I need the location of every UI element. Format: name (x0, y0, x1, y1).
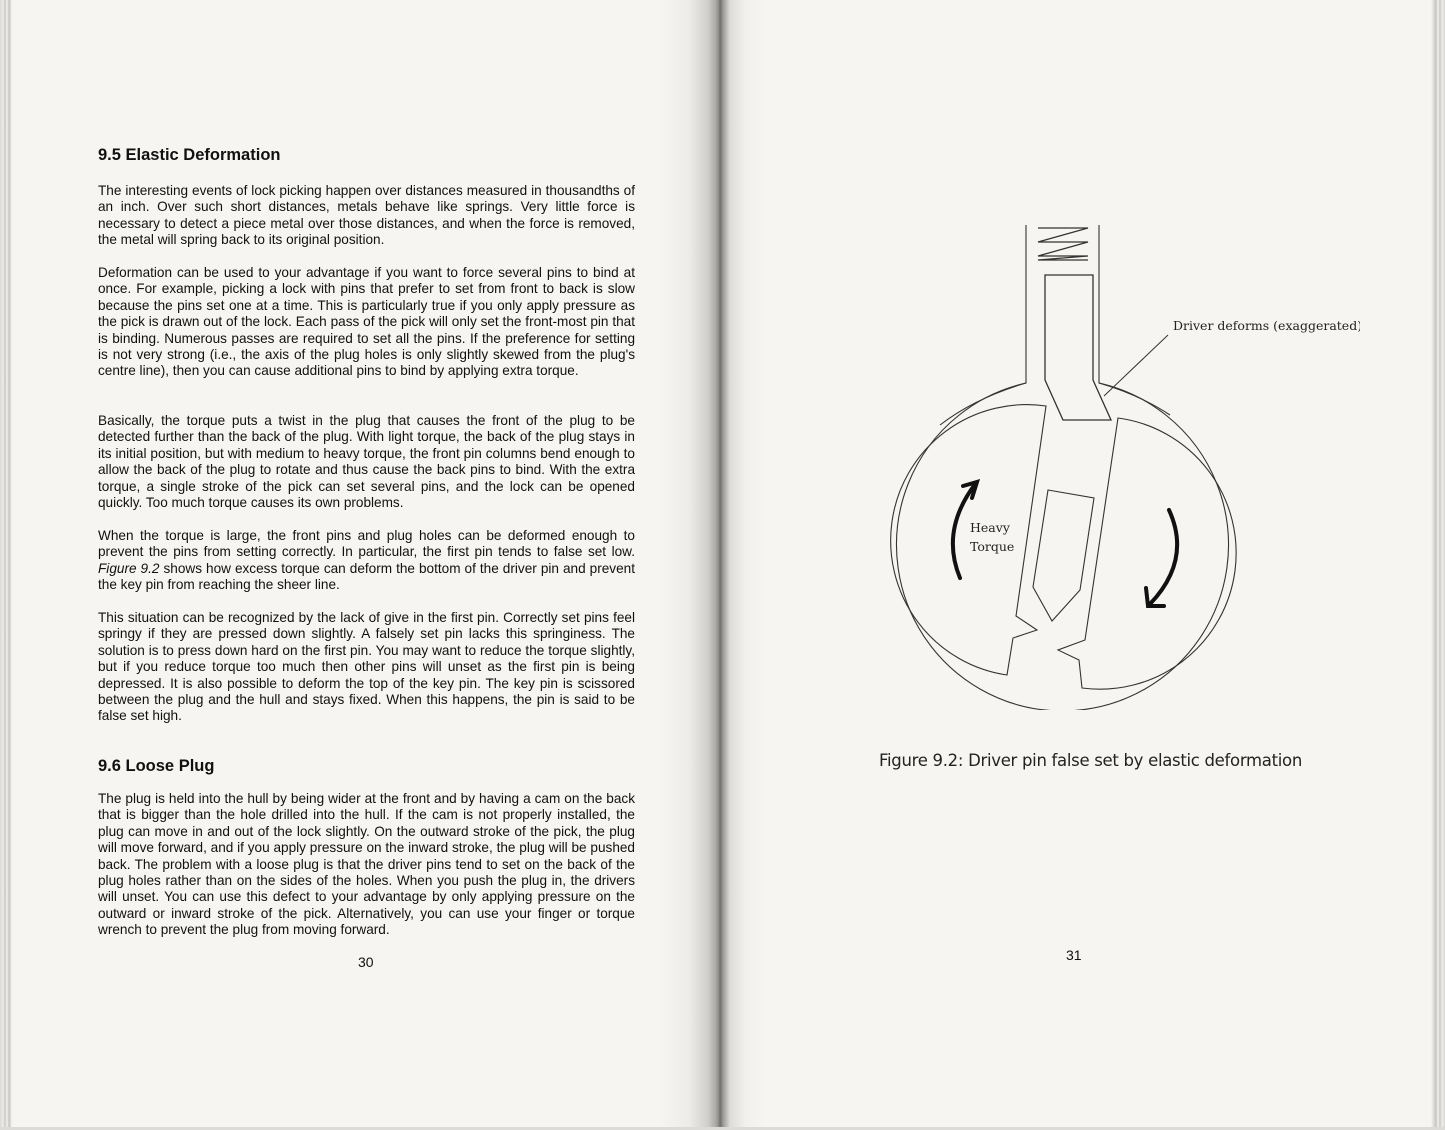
paragraph: The interesting events of lock picking happen over distances measured in thousandths of an inch. Over such short distances, metals behave like springs. Very little force is necessary to detect a piece metal over those distances, and when the force is removed, the metal will spring back to its original position. (98, 183, 635, 248)
plug-right-half (1058, 418, 1236, 689)
callout-label: Driver deforms (exaggerated) (1173, 318, 1360, 333)
pin-chamber-right-wall (1099, 225, 1170, 415)
pin-chamber-left-wall (940, 225, 1026, 425)
page-number-left: 30 (358, 954, 374, 970)
lock-cross-section-diagram (880, 210, 1360, 710)
figure-reference: Figure 9.2 (98, 560, 160, 576)
paragraph-text: When the torque is large, the front pins and plug holes can be deformed enough to prevent the pins from setting correctly. In particular, the first pin tends to false set low. (98, 528, 635, 560)
torque-label-line1: Heavy (970, 520, 1010, 535)
plug-left-half (891, 405, 1046, 675)
left-page (0, 0, 720, 1128)
paragraph: Basically, the torque puts a twist in the plug that causes the front of the plug to be detected further than the back of the plug. With light torque, the back of the plug stays in its initial position, but with medium to heavy torque, the front pin columns bend enough to allow the back of the plug to rotate and thus cause the back pins to bind. With the extra torque, a single stroke of the pick can set several pins, and the lock can be opened quickly. Too much torque causes its own problems. (98, 413, 635, 511)
paragraph-figure-reference (98, 528, 635, 594)
page-number-right: 31 (1066, 947, 1082, 963)
torque-label-line2: Torque (970, 539, 1015, 554)
key-pin (1033, 490, 1094, 621)
arrow-down-right-icon (1150, 510, 1177, 604)
callout-leader-line (1104, 335, 1168, 396)
paragraph: Deformation can be used to your advantage if you want to force several pins to bind at once. For example, picking a lock with pins that prefer to set from front to back is slow because the pins set one at a time. This is particularly true if you only apply pressure as the pick is drawn out of the lock. Each pass of the pick will only set the front-most pin that is binding. Numerous passes are required to set all the pins. If the preference for setting is not very strong (i.e., the axis of the plug holes is only slightly skewed from the plug's centre line), then you can cause additional pins to bind by applying extra torque. (98, 265, 635, 379)
section-heading-9-6: 9.6 Loose Plug (98, 757, 215, 775)
paragraph-text: shows how excess torque can deform the bottom of the driver pin and prevent the key pin from reaching the sheer line. (98, 560, 635, 593)
lock-diagram-figure (880, 210, 1360, 710)
driver-pin (1045, 275, 1111, 420)
spring-icon (1038, 228, 1088, 260)
paragraph: The plug is held into the hull by being wider at the front and by having a cam on the back that is bigger than the hole drilled into the hull. If the cam is not properly installed, the plug can move in and out of the lock slightly. On the outward stroke of the pick, the plug will move forward, and if you apply pressure on the inward stroke, the plug will be pushed back. The problem with a loose plug is that the driver pins tend to set on the back of the plug holes rather than on the sides of the holes. When you push the plug in, the drivers will unset. You can use this defect to your advantage by only applying pressure on the outward or inward stroke of the pick. Alternatively, you can use your finger or torque wrench to prevent the plug from moving forward. (98, 791, 635, 938)
paragraph: This situation can be recognized by the lack of give in the first pin. Correctly set pins feel springy if they are pressed down slightly. A falsely set pin lacks this springiness. The solution is to press down hard on the first pin. You may want to reduce the torque slightly, but if you reduce torque too much then other pins will unset as the first pin is being depressed. It is also possible to deform the top of the key pin. The key pin is scissored between the plug and the hull and stays fixed. When this happens, the pin is said to be false set high. (98, 610, 635, 724)
section-heading-9-5: 9.5 Elastic Deformation (98, 146, 281, 164)
figure-caption: Figure 9.2: Driver pin false set by elastic deformation (879, 751, 1303, 770)
